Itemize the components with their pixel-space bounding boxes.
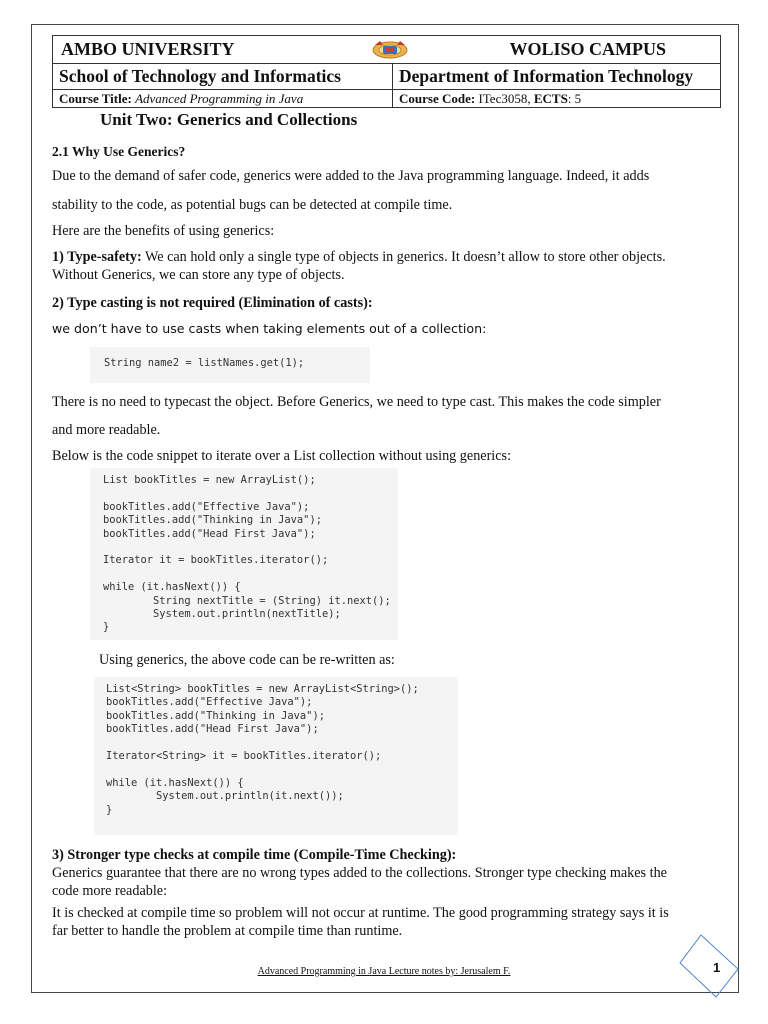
section-heading: 2.1 Why Use Generics? [52, 144, 186, 159]
course-code-label: Course Code: [399, 90, 476, 106]
benefit-1-label: 1) Type-safety: [52, 249, 142, 265]
campus-name: WOLISO CAMPUS [509, 39, 666, 59]
unit-title: Unit Two: Generics and Collections [100, 110, 358, 129]
course-title-cell [53, 90, 393, 108]
page-number-diamond-icon [678, 933, 740, 999]
page-number: 1 [713, 960, 721, 975]
benefit-3-line-3: It is checked at compile time so problem will not occur at runtime. The good programming strategy says it is [52, 905, 669, 921]
ects-value: : 5 [567, 90, 582, 106]
intro-line-3: Here are the benefits of using generics: [52, 223, 275, 239]
benefit-3-heading: 3) Stronger type checks at compile time (Compile-Time Checking): [52, 847, 457, 863]
benefit-2-text: we don’t have to use casts when taking elements out of a collection: [52, 321, 487, 336]
code-block-get: String name2 = listNames.get(1); [90, 347, 370, 383]
university-logo-icon [371, 39, 409, 59]
benefit-1-text: We can hold only a single type of objects in generics. It doesn’t allow to store other objects. [141, 249, 666, 265]
school-name: School of Technology and Informatics [53, 64, 393, 90]
benefit-1-line-1 [52, 248, 666, 266]
course-code-value: ITec3058, [478, 90, 531, 106]
code-block-with-generics: List<String> bookTitles = new ArrayList<String>(); bookTitles.add("Effective Java"); bookTitles.add("Thinking in Java"); bookTitles.add("Head First Java"); Iterator<String> it = bookTitles.iterator(); while (it.hasNext()) { System.out.println(it.next()); } [94, 677, 458, 835]
code-without-generics-intro: Below is the code snippet to iterate over a List collection without using generics: [52, 448, 512, 464]
benefit-3-line-2: code more readable: [52, 883, 168, 899]
page-footer: Advanced Programming in Java Lecture notes by: Jerusalem F. [257, 966, 511, 977]
benefit-3-line-4: far better to handle the problem at compile time than runtime. [52, 923, 403, 939]
benefit-2-after-line-2: and more readable. [52, 422, 161, 438]
intro-line-1: Due to the demand of safer code, generics were added to the Java programming language. Indeed, it adds [52, 168, 650, 184]
benefit-1-line-2: Without Generics, we can store any type of objects. [52, 267, 345, 283]
course-code-cell [393, 90, 721, 108]
benefit-2-after-line-1: There is no need to typecast the object. Before Generics, we need to type cast. This makes the code simpler [52, 394, 661, 410]
ects-label: ECTS [533, 90, 568, 106]
header-row-university [53, 36, 721, 64]
code-with-generics-intro: Using generics, the above code can be re-written as: [99, 652, 395, 668]
course-title-value: Advanced Programming in Java [135, 90, 304, 106]
intro-line-2: stability to the code, as potential bugs can be detected at compile time. [52, 197, 453, 213]
benefit-2-heading: 2) Type casting is not required (Elimination of casts): [52, 295, 373, 311]
university-name: AMBO UNIVERSITY [61, 39, 235, 59]
header-table [52, 35, 721, 108]
code-block-without-generics: List bookTitles = new ArrayList(); bookTitles.add("Effective Java"); bookTitles.add("Thinking in Java"); bookTitles.add("Head First Java"); Iterator it = bookTitles.iterator(); while (it.hasNext()) { String nextTitle = (String) it.next(); System.out.println(nextTitle); } [90, 468, 398, 640]
benefit-3-line-1: Generics guarantee that there are no wrong types added to the collections. Stronger type checking makes the [52, 865, 667, 881]
course-title-label: Course Title: [59, 90, 132, 106]
department-name: Department of Information Technology [393, 64, 721, 90]
